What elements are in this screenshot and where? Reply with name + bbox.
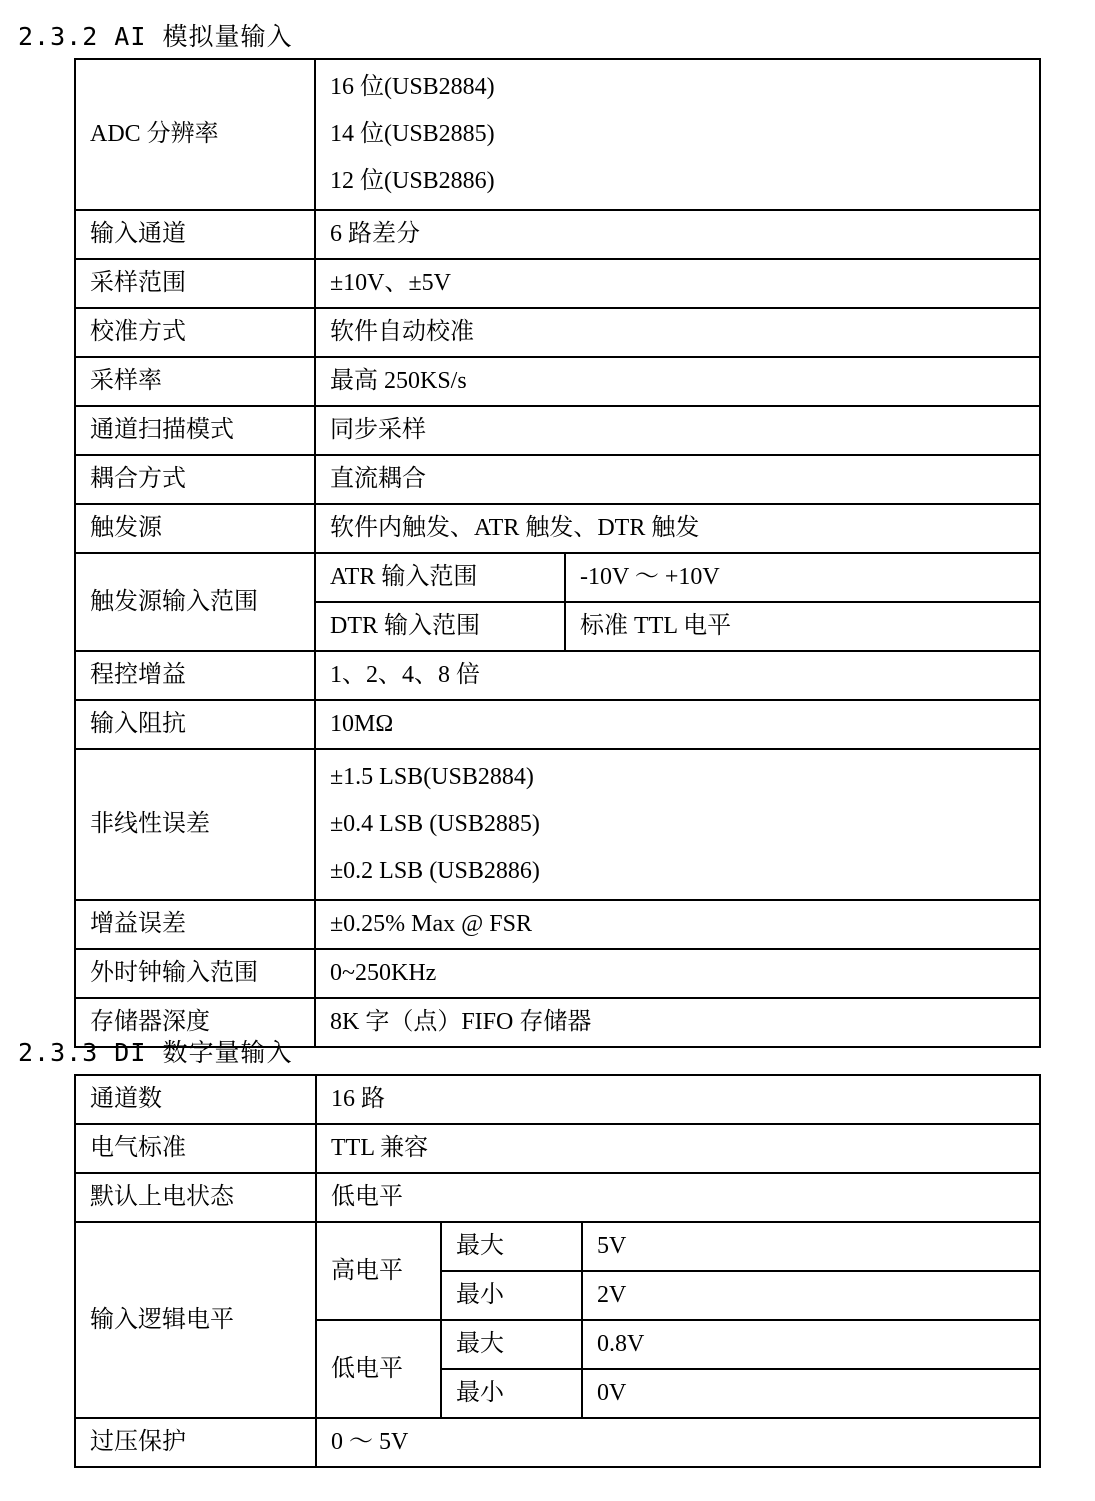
trigger-range-value: 标准 TTL 电平 (565, 602, 1040, 651)
section-heading-di: 2.3.3 DI 数字量输入 (18, 1038, 293, 1067)
table-row (75, 900, 1040, 949)
logic-level-name: 低电平 (316, 1320, 441, 1418)
spec-label: 耦合方式 (75, 455, 315, 504)
spec-value: 同步采样 (315, 406, 1040, 455)
spec-value-line: ±0.4 LSB (USB2885) (330, 811, 540, 837)
spec-value: 16 路 (316, 1075, 1040, 1124)
spec-value: 6 路差分 (315, 210, 1040, 259)
spec-label: 输入阻抗 (75, 700, 315, 749)
spec-value: TTL 兼容 (316, 1124, 1040, 1173)
logic-bound-label: 最小 (441, 1271, 582, 1320)
table-row (75, 504, 1040, 553)
spec-value: ±10V、±5V (315, 259, 1040, 308)
spec-label: 增益误差 (75, 900, 315, 949)
logic-bound-value: 2V (582, 1271, 1040, 1320)
trigger-range-value: -10V ～ +10V (565, 553, 1040, 602)
spec-value: 0 ～ 5V (316, 1418, 1040, 1467)
table-row (75, 651, 1040, 700)
spec-label: 触发源 (75, 504, 315, 553)
spec-value (315, 749, 1040, 900)
logic-bound-label: 最小 (441, 1369, 582, 1418)
spec-label: 通道扫描模式 (75, 406, 315, 455)
table-row (75, 1173, 1040, 1222)
spec-value-line: 16 位(USB2884) (330, 74, 495, 100)
spec-label: 采样率 (75, 357, 315, 406)
spec-value: 软件内触发、ATR 触发、DTR 触发 (315, 504, 1040, 553)
table-row (75, 406, 1040, 455)
logic-bound-label: 最大 (441, 1222, 582, 1271)
table-row (75, 357, 1040, 406)
spec-value (315, 59, 1040, 210)
spec-value: ±0.25% Max @ FSR (315, 900, 1040, 949)
spec-label: 采样范围 (75, 259, 315, 308)
spec-value-line: ±1.5 LSB(USB2884) (330, 764, 534, 790)
ai-spec-table (74, 58, 1041, 1048)
di-spec-table (74, 1074, 1041, 1468)
spec-value: 1、2、4、8 倍 (315, 651, 1040, 700)
spec-label: 过压保护 (75, 1418, 316, 1467)
table-row (75, 749, 1040, 900)
table-row (75, 949, 1040, 998)
spec-value: 0~250KHz (315, 949, 1040, 998)
spec-label: 触发源输入范围 (75, 553, 315, 651)
spec-value-line: 14 位(USB2885) (330, 121, 495, 147)
spec-label: ADC 分辨率 (75, 59, 315, 210)
table-row (75, 1222, 1040, 1271)
table-row (75, 259, 1040, 308)
logic-bound-value: 5V (582, 1222, 1040, 1271)
logic-bound-value: 0.8V (582, 1320, 1040, 1369)
table-row (75, 700, 1040, 749)
spec-label: 存储器深度 (75, 998, 315, 1047)
spec-value: 软件自动校准 (315, 308, 1040, 357)
logic-bound-label: 最大 (441, 1320, 582, 1369)
spec-value-line: 12 位(USB2886) (330, 168, 495, 194)
spec-label: 校准方式 (75, 308, 315, 357)
spec-label: 输入通道 (75, 210, 315, 259)
spec-label: 非线性误差 (75, 749, 315, 900)
spec-value: 10MΩ (315, 700, 1040, 749)
spec-label: 程控增益 (75, 651, 315, 700)
spec-label: 外时钟输入范围 (75, 949, 315, 998)
table-row (75, 553, 1040, 602)
spec-value: 最高 250KS/s (315, 357, 1040, 406)
spec-label: 输入逻辑电平 (75, 1222, 316, 1418)
spec-value: 8K 字（点）FIFO 存储器 (315, 998, 1040, 1047)
logic-level-name: 高电平 (316, 1222, 441, 1320)
trigger-range-name: ATR 输入范围 (315, 553, 565, 602)
logic-bound-value: 0V (582, 1369, 1040, 1418)
table-row (75, 210, 1040, 259)
table-row (75, 1418, 1040, 1467)
table-row (75, 455, 1040, 504)
table-row (75, 1124, 1040, 1173)
trigger-range-name: DTR 输入范围 (315, 602, 565, 651)
spec-label: 默认上电状态 (75, 1173, 316, 1222)
table-row (75, 1075, 1040, 1124)
section-heading-ai: 2.3.2 AI 模拟量输入 (18, 22, 293, 51)
spec-value: 低电平 (316, 1173, 1040, 1222)
table-row (75, 308, 1040, 357)
spec-value-line: ±0.2 LSB (USB2886) (330, 858, 540, 884)
spec-label: 通道数 (75, 1075, 316, 1124)
table-row (75, 59, 1040, 210)
spec-value: 直流耦合 (315, 455, 1040, 504)
spec-label: 电气标准 (75, 1124, 316, 1173)
